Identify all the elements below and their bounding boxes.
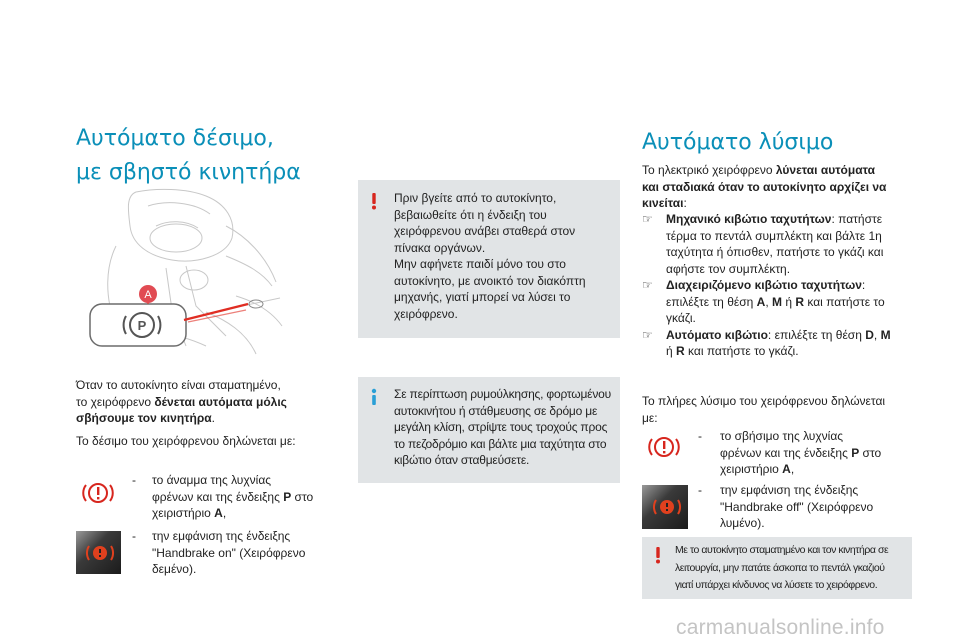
accelerator-warning-text: Με το αυτοκίνητο σταματημένο και τον κινητήρα σε λειτουργία, μην πατάτε άσκοπα το πεντάλ γκαζιού γιατί υπάρχει κίνδυνος να λύσετε το χειρόφρενο. [675,544,889,591]
warning-box-exit-vehicle [358,180,620,338]
info-icon [366,388,382,406]
svg-text:P: P [137,318,147,333]
right-paragraph-2: Το πλήρες λύσιμο του χειρόφρενου δηλώνεται με: [642,394,886,425]
left-title-line1: Αυτόματο δέσιμο, [76,126,274,151]
watermark: carmanualsonline.info [676,616,885,639]
svg-text:A: A [144,289,152,301]
left-paragraph-2: Το δέσιμο του χειρόφρενου δηλώνεται με: [76,434,296,448]
left-title-line2: με σβηστό κινητήρα [76,160,301,185]
info-text: Σε περίπτωση ρυμούλκησης, φορτωμένου αυτοκινήτου ή στάθμευσης σε δρόμο με μεγάλη κλίση, στρίψτε τους τροχούς προς το πεζοδρόμιο και βάλτε μια ταχύτητα στο κιβώτιο όταν σταθμεύσετε. [394,387,611,467]
left-paragraph-1: Όταν το αυτοκίνητο είναι σταματημένο, το χειρόφρενο δένεται αυτόματα μόλις σβήσουμε τον κινητήρα. [76,378,287,425]
warning-icon [650,546,666,564]
handbrake-console-illustration [76,186,288,358]
right-intro: Το ηλεκτρικό χειρόφρενο λύνεται αυτόματα και σταδιακά όταν το αυτοκίνητο αρχίζει να κινείται: [642,163,887,210]
pointing-hand-icon: ☞ [642,278,653,292]
warning-text: Πριν βγείτε από το αυτοκίνητο, βεβαιωθείτε ότι η ένδειξη του χειρόφρενου ανάβει σταθερά στον πίνακα οργάνων. Μην αφήνετε παιδί μόνο του στο αυτοκίνητο, με ανοικτό τον διακόπτη μηχανής, γιατί μπορεί να λύσει το χειρόφρενο. [394,191,586,321]
pointing-hand-icon: ☞ [642,327,653,342]
warning-icon [366,192,382,210]
right-title: Αυτόματο λύσιμο [642,130,834,155]
brake-warning-lamp-icon [646,434,682,460]
bullet-manual-gearbox: ☞ Μηχανικό κιβώτιο ταχυτήτων: πατήστε τέρμα το πεντάλ συμπλέκτη και βάλτε 1η ταχύτητα ή όπισθεν, πατήστε το γκάζι και αφήστε τον συμπλέκτη. [642,212,884,276]
pointing-hand-icon: ☞ [642,212,653,226]
bullet-automatic-gearbox: ☞ Αυτόματο κιβώτιο: επιλέξτε τη θέση D, M ή R και πατήστε το γκάζι. [642,327,891,358]
right-item-1: - το σβήσιμο της λυχνίας φρένων και της ένδειξης P στο χειριστήριο A, [698,429,882,476]
bullet-managed-gearbox: ☞ Διαχειριζόμενο κιβώτιο ταχυτήτων: επιλέξτε τη θέση A, M ή R και πατήστε το γκάζι. [642,278,885,325]
handbrake-on-display-icon [76,531,121,574]
left-title [76,124,301,188]
brake-warning-lamp-icon [80,480,116,506]
left-item-2: - την εμφάνιση της ένδειξης "Handbrake on" (Χειρόφρενο δεμένο). [132,529,306,576]
left-item-1: - το άναμμα της λυχνίας φρένων και της ένδειξης P στο χειριστήριο A, [132,473,314,520]
right-item-2: - την εμφάνιση της ένδειξης "Handbrake off" (Χειρόφρενο λυμένο). [698,483,874,530]
handbrake-off-display-icon [642,485,688,529]
info-box-towing [358,377,620,483]
warning-box-accelerator [642,537,912,599]
right-bullet-list [642,211,912,360]
